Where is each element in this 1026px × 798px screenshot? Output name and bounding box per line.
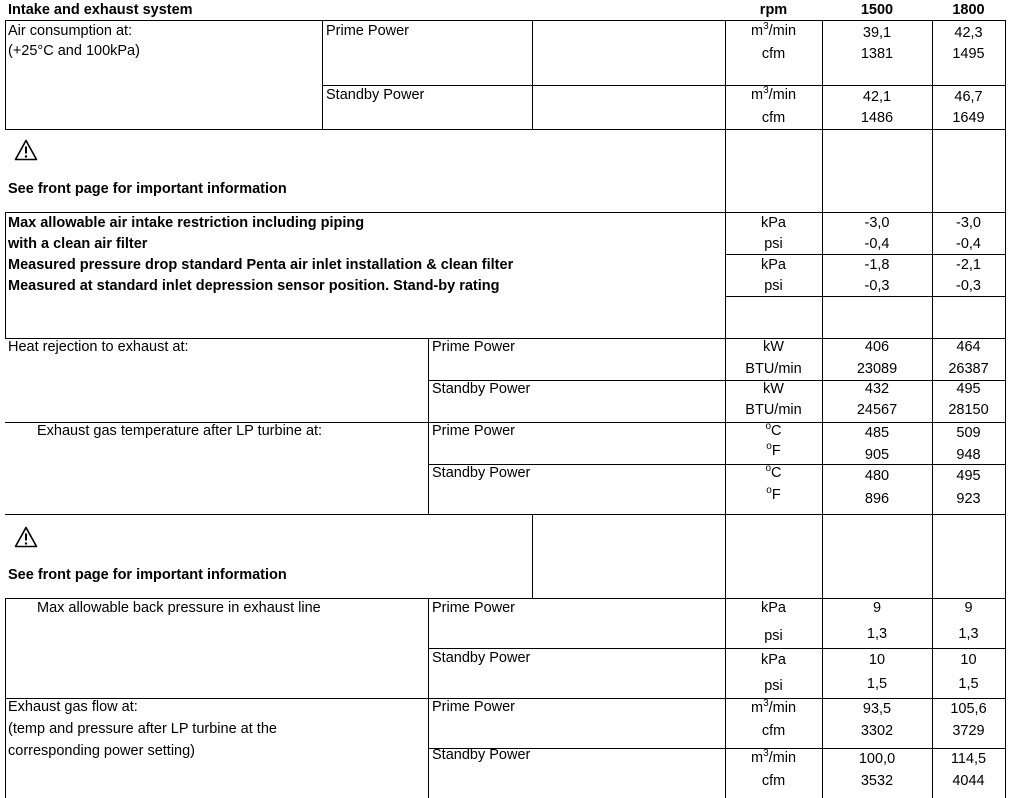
- heat-rejection-group: [0, 339, 1026, 423]
- value-cell: 46,7: [954, 89, 983, 105]
- standby-power-label: Standby Power: [432, 650, 531, 666]
- standby-power-label: Standby Power: [326, 87, 425, 103]
- value-cell: -0,4: [864, 236, 890, 252]
- value-cell: 10: [960, 652, 977, 668]
- standby-power-label: Standby Power: [432, 465, 531, 481]
- unit-cfm: cfm: [761, 110, 786, 126]
- unit-deg-c: $^o$C: [765, 463, 782, 481]
- exhaust-flow-label: Exhaust gas flow at:: [8, 699, 138, 715]
- air-consumption-condition: (+25°C and 100kPa): [8, 43, 140, 59]
- unit-m3-min: $m^3/\min$: [750, 748, 797, 766]
- value-cell: 9: [964, 600, 973, 616]
- value-cell: -0,4: [956, 236, 981, 252]
- standby-power-label: Standby Power: [432, 381, 531, 397]
- prime-power-label: Prime Power: [432, 423, 515, 439]
- unit-deg-c: $^o$C: [765, 421, 782, 439]
- prime-power-label: Prime Power: [432, 699, 515, 715]
- unit-kw: kW: [763, 381, 784, 397]
- unit-psi: psi: [764, 678, 783, 694]
- unit-kpa: kPa: [761, 600, 786, 616]
- value-cell: -0,3: [864, 278, 890, 294]
- value-cell: 1649: [952, 110, 985, 126]
- unit-psi: psi: [764, 236, 783, 252]
- warning-triangle-icon: [14, 139, 38, 161]
- value-cell: 464: [956, 339, 981, 355]
- value-cell: 495: [956, 468, 981, 484]
- value-cell: 9: [872, 600, 882, 616]
- unit-cfm: cfm: [761, 773, 786, 789]
- pressure-drop-label-2: Measured at standard inlet depression sensor position. Stand-by rating: [8, 278, 500, 294]
- air-consumption-label: Air consumption at:: [8, 23, 133, 39]
- value-cell: 1486: [860, 110, 894, 126]
- air-consumption-group: [0, 23, 1026, 129]
- value-cell: 432: [864, 381, 890, 397]
- value-cell: -2,1: [956, 257, 981, 273]
- value-cell: 114,5: [950, 751, 987, 767]
- back-pressure-group: [0, 599, 1026, 699]
- value-cell: 1,5: [958, 676, 979, 692]
- unit-kw: kW: [763, 339, 784, 355]
- warning-text: See front page for important information: [8, 567, 287, 583]
- unit-m3-min: $m^3/\min$: [750, 21, 797, 39]
- value-cell: 1,3: [866, 626, 888, 642]
- heat-rejection-label: Heat rejection to exhaust at:: [8, 339, 189, 355]
- value-cell: 1,3: [958, 626, 979, 642]
- value-cell: -1,8: [864, 257, 890, 273]
- rpm-label: rpm: [759, 2, 788, 18]
- back-pressure-label: Max allowable back pressure in exhaust line: [37, 600, 321, 616]
- unit-btu-min: BTU/min: [745, 402, 802, 418]
- value-cell: 93,5: [862, 701, 892, 717]
- warning-text: See front page for important information: [8, 181, 287, 197]
- rpm-1800-header: 1800: [952, 2, 985, 18]
- value-cell: 905: [864, 447, 890, 463]
- header-row: [0, 0, 1026, 20]
- value-cell: 480: [864, 468, 890, 484]
- unit-kpa: kPa: [761, 215, 786, 231]
- pressure-drop-label: Measured pressure drop standard Penta air inlet installation & clean filter: [8, 257, 514, 273]
- value-cell: 495: [956, 381, 981, 397]
- value-cell: 24567: [856, 402, 898, 418]
- intake-restriction-row: [0, 213, 1026, 255]
- prime-power-label: Prime Power: [326, 23, 409, 39]
- unit-psi: psi: [764, 628, 783, 644]
- unit-kpa: kPa: [761, 257, 786, 273]
- unit-cfm: cfm: [761, 723, 786, 739]
- unit-m3-min: $m^3/\min$: [750, 85, 797, 103]
- exhaust-flow-condition: (temp and pressure after LP turbine at the: [8, 721, 277, 737]
- unit-btu-min: BTU/min: [745, 361, 802, 377]
- unit-deg-f: $^o$F: [766, 485, 781, 503]
- value-cell: 485: [864, 425, 890, 441]
- exhaust-flow-group: [0, 699, 1026, 798]
- intake-restriction-label: Max allowable air intake restriction including piping: [8, 215, 365, 231]
- value-cell: 39,1: [862, 25, 892, 41]
- standby-power-label: Standby Power: [432, 747, 531, 763]
- rpm-1500-header: 1500: [860, 2, 894, 18]
- value-cell: 26387: [948, 361, 989, 377]
- value-cell: 3532: [860, 773, 894, 789]
- rule: [5, 20, 1005, 21]
- pressure-drop-row: [0, 255, 1026, 297]
- value-cell: -3,0: [864, 215, 890, 231]
- value-cell: 4044: [952, 773, 985, 789]
- value-cell: 1495: [952, 46, 985, 62]
- value-cell: 23089: [856, 361, 898, 377]
- value-cell: 42,3: [954, 25, 983, 41]
- warning-row: [0, 129, 1026, 212]
- unit-m3-min: $m^3/\min$: [750, 698, 797, 716]
- prime-power-label: Prime Power: [432, 339, 515, 355]
- exhaust-temp-label: Exhaust gas temperature after LP turbine at:: [37, 423, 323, 439]
- value-cell: 896: [864, 491, 890, 507]
- value-cell: -3,0: [956, 215, 981, 231]
- value-cell: 28150: [948, 402, 989, 418]
- value-cell: 3729: [952, 723, 985, 739]
- unit-psi: psi: [764, 278, 783, 294]
- unit-kpa: kPa: [761, 652, 786, 668]
- value-cell: -0,3: [956, 278, 981, 294]
- section-title: Intake and exhaust system: [8, 2, 193, 18]
- unit-cfm: cfm: [761, 46, 786, 62]
- value-cell: 406: [864, 339, 890, 355]
- exhaust-temp-group: [0, 423, 1026, 514]
- value-cell: 1,5: [866, 676, 888, 692]
- intake-restriction-label-2: with a clean air filter: [8, 236, 148, 252]
- prime-power-label: Prime Power: [432, 600, 515, 616]
- value-cell: 10: [868, 652, 886, 668]
- warning-triangle-icon: [14, 526, 38, 548]
- value-cell: 105,6: [950, 701, 987, 717]
- value-cell: 948: [956, 447, 981, 463]
- value-cell: 1381: [860, 46, 894, 62]
- value-cell: 42,1: [862, 89, 892, 105]
- warning-row: [0, 515, 1026, 598]
- value-cell: 3302: [860, 723, 894, 739]
- value-cell: 509: [956, 425, 981, 441]
- unit-deg-f: $^o$F: [766, 441, 781, 459]
- exhaust-flow-condition-2: corresponding power setting): [8, 743, 195, 759]
- value-cell: 923: [956, 491, 981, 507]
- value-cell: 100,0: [858, 751, 896, 767]
